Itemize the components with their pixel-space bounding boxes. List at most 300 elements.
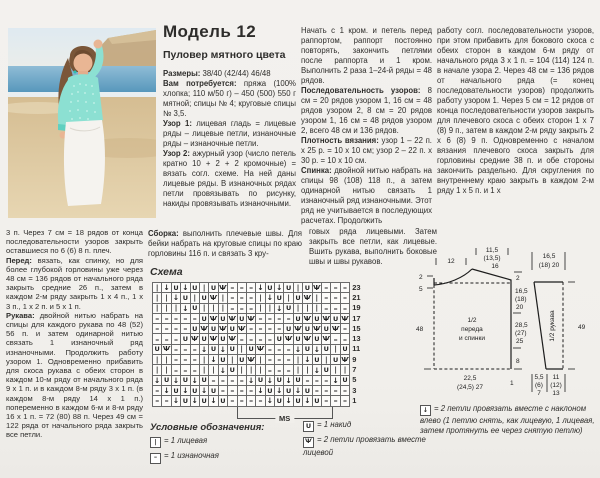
chart-cell: – — [181, 365, 190, 375]
column-5 — [148, 229, 302, 259]
chart-cell: – — [331, 386, 340, 396]
chart-cell: Ѱ — [313, 324, 321, 333]
chart-cell: Ѱ — [331, 324, 340, 333]
sleeve-top-1: 16,5 — [542, 253, 556, 260]
chart-cell: Ѱ — [209, 335, 218, 344]
chart-cell: Ѱ — [322, 335, 330, 344]
chart-cell: U — [313, 334, 322, 344]
chart-cell: U — [341, 345, 350, 355]
chart-cell: | — [200, 304, 209, 314]
chart-cell: U — [284, 283, 293, 293]
front-neck-1: 11,5 — [485, 247, 499, 254]
chart-cell: ↓ — [191, 376, 200, 386]
chart-cell: – — [238, 386, 247, 396]
chart-cell: ↓ — [303, 355, 312, 365]
chart-cell: | — [162, 355, 171, 365]
chart-cell: – — [266, 334, 275, 344]
chart-row-number: 17 — [352, 313, 361, 323]
front-right-seg1a: 16,5 — [515, 288, 528, 295]
repeat-bracket — [237, 407, 333, 423]
chart-row-number: 3 — [352, 385, 357, 395]
chart-cell: – — [219, 386, 228, 396]
paragraph: Рукава: двойной нитью набрать на спицы для каждого рукава по 48 (52) 56 п. и затем одинарной нитью связать 1 изнаночный ряд изнаночными. Продолжить работу узором 1. Одновременно прибавить для скоса рукава с обеих сторон в каждом 10-м ряду от начального ряда 9 х 1 п. и в каждом 8-м ряду 3 х 1 п. (в каждом 8-м ряду 14 х 1 п.) попеременно в каждом 6-м и 8-м ряду 16 х 1 п. = 72 (80) 88 п. Через 49 см = 122 ряда от начального ряда закрыть все петли. — [6, 310, 143, 440]
chart-cell: ↓ — [266, 293, 275, 303]
chart-cell: – — [219, 376, 228, 386]
front-right-seg2c: 25 — [516, 338, 524, 345]
chart-cell: | — [294, 365, 303, 375]
chart-cell: Ѱ — [228, 335, 237, 344]
sleeve-bottom-2b: (12) — [550, 382, 562, 389]
chart-row-number: 5 — [352, 375, 357, 385]
chart-cell: – — [275, 314, 284, 324]
chart-cell: | — [162, 304, 171, 314]
chart-cell: U — [322, 324, 331, 334]
chart-cell: – — [238, 283, 247, 293]
chart-cell: U — [162, 376, 171, 386]
chart-cell: ↓ — [331, 376, 340, 386]
chart-cell: U — [191, 386, 200, 396]
chart-cell: ↓ — [275, 283, 284, 293]
paragraph: Перед: вязать, как спинку, но для более глубокой горловины уже через 48 см = 136 рядов от начального ряда закрыть средние 26 п., затем в каждом 2-м ряду закрыть 1 х 4 п., 1 х 3 п., 1 х 2 п. и 5 х 1 п. — [6, 255, 143, 311]
chart-cell: – — [341, 324, 350, 334]
front-neck-3: 16 — [491, 263, 499, 270]
legend-right — [420, 404, 596, 438]
paragraph: 3 п. Через 7 см = 18 рядов от конца последовательности узоров закрыть оставшиеся по 6 (6) 8 п. плеч. — [6, 228, 143, 256]
chart-cell: – — [228, 304, 237, 314]
chart-cell: ↓ — [209, 396, 218, 406]
chart-cell: | — [153, 283, 162, 293]
page-subtitle: Пуловер мятного цвета — [163, 49, 286, 61]
chart-cell: Ѱ — [247, 314, 255, 323]
chart-cell: – — [247, 386, 256, 396]
chart-cell: U — [219, 396, 228, 406]
chart-cell: – — [162, 324, 171, 334]
chart-cell: Ѱ — [303, 314, 312, 323]
chart-cell: Ѱ — [294, 324, 302, 333]
chart-cell: U — [200, 314, 209, 324]
chart-cell: – — [153, 334, 162, 344]
chart-cell: U — [275, 293, 284, 303]
chart-cell: – — [238, 376, 247, 386]
chart-cell: | — [162, 293, 171, 303]
chart-cell: | — [313, 293, 322, 303]
chart-cell: – — [228, 396, 237, 406]
legend-left — [150, 436, 295, 467]
chart-cell: – — [181, 345, 190, 355]
column-1-text — [163, 69, 296, 209]
chart-cell: ↓ — [181, 386, 190, 396]
chart-cell: U — [200, 376, 209, 386]
chart-cell: ↓ — [266, 396, 275, 406]
chart-cell: | — [294, 283, 303, 293]
chart-cell: – — [247, 283, 256, 293]
chart-cell: ↓ — [256, 386, 265, 396]
chart-cell: U — [275, 396, 284, 406]
paragraph: Плотность вязания: узор 1 – 22 п. х 25 р. = 10 х 10 см; узор 2 – 22 п. х 30 р. = 10 х 10 см. — [301, 136, 432, 165]
chart-cell: – — [238, 304, 247, 314]
chart-cell: ↓ — [172, 293, 181, 303]
chart-cell: U — [294, 314, 303, 324]
paragraph: Начать с 1 кром. и петель перед раппортом, раппорт постоянно повторять, закончить петлями после раппорта и 1 кром. Выполнить 2 раза 1–24-й ряды = 48 рядов. — [301, 26, 432, 85]
chart-cell: – — [275, 345, 284, 355]
chart-cell: | — [153, 355, 162, 365]
chart-cell: U — [172, 283, 181, 293]
chart-cell: U — [313, 355, 322, 365]
chart-cell: U — [303, 283, 312, 293]
chart-cell: ↓ — [172, 396, 181, 406]
chart-cell: – — [341, 386, 350, 396]
pattern-schematic — [410, 236, 600, 404]
chart-cell: Ѱ — [341, 355, 349, 364]
chart-cell: – — [181, 324, 190, 334]
chart-cell: U — [322, 345, 331, 355]
chart-cell: ↓ — [284, 396, 293, 406]
chart-cell: – — [162, 314, 171, 324]
chart-cell: – — [238, 396, 247, 406]
front-label-1: 1/2 — [467, 317, 477, 324]
chart-cell: | — [247, 365, 256, 375]
knitting-chart-wrap — [152, 282, 361, 423]
chart-cell: | — [219, 293, 228, 303]
chart-cell: U — [294, 293, 303, 303]
front-shoulder-width: 12 — [447, 258, 455, 265]
paragraph: Вам потребуется: пряжа (100% хлопка; 110 м/50 г) – 450 (500) 550 г мятной; спицы № 4; круговые спицы № 3,5. — [163, 79, 296, 118]
chart-cell: U — [341, 376, 350, 386]
chart-cell: U — [322, 365, 331, 375]
chart-cell: U — [209, 345, 218, 355]
chart-cell: | — [313, 304, 322, 314]
chart-cell: | — [209, 304, 218, 314]
chart-cell: | — [322, 355, 331, 365]
chart-cell: | — [209, 365, 218, 375]
chart-cell: | — [256, 304, 265, 314]
chart-cell: – — [256, 396, 265, 406]
chart-cell: – — [322, 396, 331, 406]
paragraph: работу согл. последовательности узоров, при этом прибавить для бокового скоса с обеих сторон в каждом 6-м ряду от начального ряда 3 х 1 п. = 104 (114) 124 п. в начале узора 2. Через 48 см = 136 рядов от начального ряда (= конец последовательности узоров) продолжить работу узором 1. Через 5 см = 12 рядов от конца последовательности узоров закрыть для плечевого скоса с обеих сторон 1 х 7 (8) 9 п., затем в каждом 2-м ряду закрыть 2 х 6 (8) 9 п. Одновременно с началом вязания плечевого скоса закрыть для горловины средние 38 п. и обе стороны закончить раздельно. Для скругления по внутреннему краю закрыть в каждом 2-м ряду 1 х 5 п. и 1 х — [437, 26, 594, 195]
chart-cell: U — [181, 396, 190, 406]
chart-cell: U — [200, 293, 209, 303]
legend-item: – = 1 изнаночная — [150, 451, 295, 463]
chart-cell: U — [313, 396, 322, 406]
chart-cell: U — [209, 283, 218, 293]
chart-cell: U — [219, 355, 228, 365]
chart-cell: – — [341, 396, 350, 406]
column-2 — [301, 26, 432, 226]
legend-symbol-W: Ѱ — [303, 437, 314, 448]
beach-photo-illustration — [8, 28, 156, 218]
chart-cell: – — [153, 386, 162, 396]
chart-cell: Ѱ — [322, 314, 330, 323]
chart-cell: U — [294, 396, 303, 406]
chart-cell: | — [294, 355, 303, 365]
chart-cell: – — [313, 376, 322, 386]
chart-cell: Ѱ — [247, 355, 255, 364]
chart-cell: Ѱ — [219, 324, 227, 333]
chart-cell: – — [331, 283, 340, 293]
chart-row-number: 1 — [352, 395, 357, 405]
chart-cell: Ѱ — [219, 283, 227, 292]
chart-cell: – — [331, 334, 340, 344]
chart-cell: U — [209, 324, 218, 334]
front-right-seg2b: (27) — [515, 330, 527, 337]
chart-cell: Ѱ — [190, 335, 199, 344]
chart-cell: U — [219, 314, 228, 324]
chart-cell: U — [191, 304, 200, 314]
chart-cell: U — [219, 334, 228, 344]
legend-heading: Условные обозначения: — [150, 422, 265, 433]
chart-cell: U — [238, 355, 247, 365]
front-right-seg3: 8 — [516, 358, 520, 365]
chart-cell: | — [303, 365, 312, 375]
front-right-seg1b: (18) — [515, 296, 527, 303]
chart-cell: | — [200, 355, 209, 365]
chart-cell: U — [275, 334, 284, 344]
chart-cell: – — [181, 314, 190, 324]
sleeve-bottom-1c: 7 — [537, 390, 541, 397]
repeat-label: MS — [275, 414, 294, 423]
paragraph: говых ряда лицевыми. Затем закрыть все петли, как лицевые. Вшить рукава, выполнить боковые швы и швы рукавов. — [309, 227, 437, 266]
chart-cell: | — [294, 304, 303, 314]
chart-cell: Ѱ — [284, 335, 293, 344]
chart-row-number: 11 — [352, 344, 361, 354]
chart-cell: U — [303, 324, 312, 334]
chart-cell: – — [172, 355, 181, 365]
chart-cell: – — [284, 355, 293, 365]
chart-cell: U — [181, 293, 190, 303]
chart-cell: | — [256, 293, 265, 303]
chart-cell: – — [322, 283, 331, 293]
chart-row-number: 21 — [352, 292, 361, 302]
chart-cell: Ѱ — [313, 283, 321, 292]
chart-cell: – — [247, 304, 256, 314]
chart-cell: ↓ — [181, 304, 190, 314]
chart-cell: Ѱ — [303, 335, 312, 344]
chart-cell: U — [303, 386, 312, 396]
chart-cell: ↓ — [200, 386, 209, 396]
front-bottom-2: (24,5) 27 — [456, 384, 484, 391]
legend-symbol-I: | — [150, 437, 161, 448]
chart-row-number: 13 — [352, 334, 361, 344]
chart-cell: | — [238, 365, 247, 375]
chart-cell: U — [200, 396, 209, 406]
chart-cell: | — [153, 365, 162, 375]
chart-cell: | — [191, 293, 200, 303]
chart-cell: Ѱ — [209, 314, 218, 323]
chart-cell: ↓ — [209, 355, 218, 365]
chart-cell: ↓ — [247, 376, 256, 386]
chart-cell: U — [153, 345, 162, 355]
chart-cell: – — [247, 324, 256, 334]
chart-cell: – — [228, 376, 237, 386]
chart-cell: ↓ — [191, 396, 200, 406]
chart-cell: – — [341, 293, 350, 303]
chart-cell: U — [313, 314, 322, 324]
chart-cell: Ѱ — [303, 293, 312, 302]
chart-cell: U — [275, 376, 284, 386]
chart-cell: U — [266, 283, 275, 293]
chart-cell: – — [322, 376, 331, 386]
chart-cell: ↓ — [181, 283, 190, 293]
chart-cell: | — [256, 355, 265, 365]
chart-cell: | — [162, 365, 171, 375]
model-photo — [8, 28, 156, 218]
chart-cell: – — [191, 345, 200, 355]
chart-cell: U — [191, 324, 200, 334]
chart-cell: Ѱ — [237, 324, 246, 333]
chart-cell: Ѱ — [200, 324, 208, 333]
chart-cell: ↓ — [303, 396, 312, 406]
column-4 — [6, 228, 143, 440]
chart-cell: – — [266, 324, 275, 334]
chart-cell: – — [275, 355, 284, 365]
chart-cell: ↓ — [219, 365, 228, 375]
front-right-seg1c: 20 — [516, 304, 524, 311]
chart-cell: U — [331, 314, 340, 324]
chart-cell: – — [256, 334, 265, 344]
chart-cell: – — [191, 355, 200, 365]
chart-row-number: 19 — [352, 303, 361, 313]
chart-cell: – — [153, 324, 162, 334]
chart-cell: – — [275, 324, 284, 334]
chart-cell: U — [181, 376, 190, 386]
chart-cell: ↓ — [266, 376, 275, 386]
chart-cell: U — [209, 386, 218, 396]
chart-cell: – — [256, 314, 265, 324]
chart-cell: – — [275, 365, 284, 375]
chart-cell: – — [266, 314, 275, 324]
chart-cell: U — [238, 314, 247, 324]
chart-cell: – — [228, 386, 237, 396]
chart-cell: ↓ — [162, 283, 171, 293]
chart-cell: – — [284, 345, 293, 355]
chart-cell: ↓ — [200, 345, 209, 355]
chart-cell: – — [191, 314, 200, 324]
sleeve-top-2: (18) 20 — [538, 262, 560, 269]
chart-cell: – — [284, 365, 293, 375]
chart-cell: – — [284, 314, 293, 324]
chart-cell: | — [153, 304, 162, 314]
chart-cell: – — [162, 396, 171, 406]
chart-cell: ↓ — [162, 386, 171, 396]
legend-symbol-P: – — [150, 453, 161, 464]
chart-cell: | — [256, 365, 265, 375]
front-right-seg2a: 28,5 — [515, 322, 528, 329]
chart-cell: U — [331, 355, 340, 365]
front-bottom-1: 22,5 — [463, 375, 477, 382]
chart-cell: | — [153, 293, 162, 303]
sleeve-bottom-2a: 11 — [552, 374, 560, 381]
chart-cell: U — [294, 376, 303, 386]
front-left-5: 5 — [419, 286, 423, 293]
chart-cell: U — [294, 334, 303, 344]
chart-cell: Ѱ — [209, 293, 218, 302]
chart-cell: ↓ — [256, 283, 265, 293]
chart-cell: ↓ — [313, 345, 322, 355]
chart-cell: Ѱ — [341, 314, 349, 323]
sleeve-bottom-1b: (6) — [535, 382, 543, 389]
paragraph: Размеры: 38/40 (42/44) 46/48 — [163, 69, 271, 78]
chart-cell: – — [172, 334, 181, 344]
chart-cell: ↓ — [219, 345, 228, 355]
woman-figure — [58, 40, 105, 207]
chart-cell: ↓ — [153, 376, 162, 386]
chart-cell: – — [238, 293, 247, 303]
chart-cell: – — [228, 283, 237, 293]
chart-cell: – — [247, 293, 256, 303]
chart-cell: – — [247, 396, 256, 406]
chart-cell: U — [266, 386, 275, 396]
chart-cell: ↓ — [275, 386, 284, 396]
chart-cell: – — [341, 334, 350, 344]
chart-row-number: 7 — [352, 365, 357, 375]
chart-cell: | — [219, 304, 228, 314]
legend-item: Ѱ = 2 петли провязать вместе лицевой — [303, 435, 426, 457]
chart-cell: U — [200, 334, 209, 344]
chart-cell: Ѱ — [256, 345, 265, 354]
chart-row-number: 23 — [352, 282, 361, 292]
chart-cell: | — [228, 355, 237, 365]
chart-cell: U — [228, 324, 237, 334]
front-right-2: 2 — [516, 275, 520, 282]
chart-cell: – — [209, 376, 218, 386]
chart-cell: – — [238, 334, 247, 344]
chart-cell: Ѱ — [228, 314, 237, 323]
chart-cell: – — [172, 365, 181, 375]
knitting-chart — [152, 282, 350, 407]
paragraph: Узор 2: ажурный узор (число петель кратно 10 + 2 + 2 кромочные) = вязать согл. схеме. На ней даны лицевые ряды. В изнаночных рядах петли провязывать по рисунку, накиды провязывать изнаночными. — [163, 149, 296, 208]
chart-cell: ↓ — [294, 345, 303, 355]
chart-cell: U — [172, 386, 181, 396]
chart-cell: | — [331, 345, 340, 355]
chart-cell: U — [256, 376, 265, 386]
chart-cell: – — [266, 365, 275, 375]
legend-item: U = 1 накид — [303, 420, 445, 432]
chart-cell: | — [303, 304, 312, 314]
chart-cell: – — [313, 386, 322, 396]
front-bottom-3: 1 — [510, 380, 514, 387]
chart-cell: ↓ — [172, 376, 181, 386]
chart-cell: – — [153, 314, 162, 324]
paragraph: Сборка: выполнить плечевые швы. Для бейки набрать на круговые спицы по краю горловины 116 п. и связать 3 кру- — [148, 229, 303, 258]
legend-item: | = 1 лицевая — [150, 436, 295, 448]
sleeve-bottom-1a: 5,5 — [534, 374, 544, 381]
column-1 — [163, 22, 296, 209]
chart-cell: – — [181, 355, 190, 365]
chart-cell: | — [266, 304, 275, 314]
chart-cell: | — [238, 345, 247, 355]
chart-cell: – — [266, 345, 275, 355]
chart-cell: – — [247, 334, 256, 344]
chart-cell: ↓ — [284, 376, 293, 386]
chart-cell: | — [331, 365, 340, 375]
chart-cell: U — [181, 334, 190, 344]
chart-cell: | — [200, 365, 209, 375]
chart-cell: | — [284, 293, 293, 303]
chart-cell: – — [266, 355, 275, 365]
page-title: Модель 12 — [163, 22, 257, 41]
chart-row-numbers — [352, 282, 360, 406]
chart-cell: U — [191, 283, 200, 293]
chart-cell: – — [322, 386, 331, 396]
chart-cell: U — [228, 345, 237, 355]
paragraph: Узор 1: лицевая гладь = лицевые ряды – лицевые петли, изнаночные ряды – изнаночные петли. — [163, 119, 296, 148]
chart-cell: ↓ — [294, 386, 303, 396]
chart-cell: – — [172, 345, 181, 355]
column-3 — [437, 26, 594, 196]
chart-cell: – — [162, 334, 171, 344]
schematics — [410, 236, 600, 409]
legend-symbol-O: U — [303, 421, 314, 432]
